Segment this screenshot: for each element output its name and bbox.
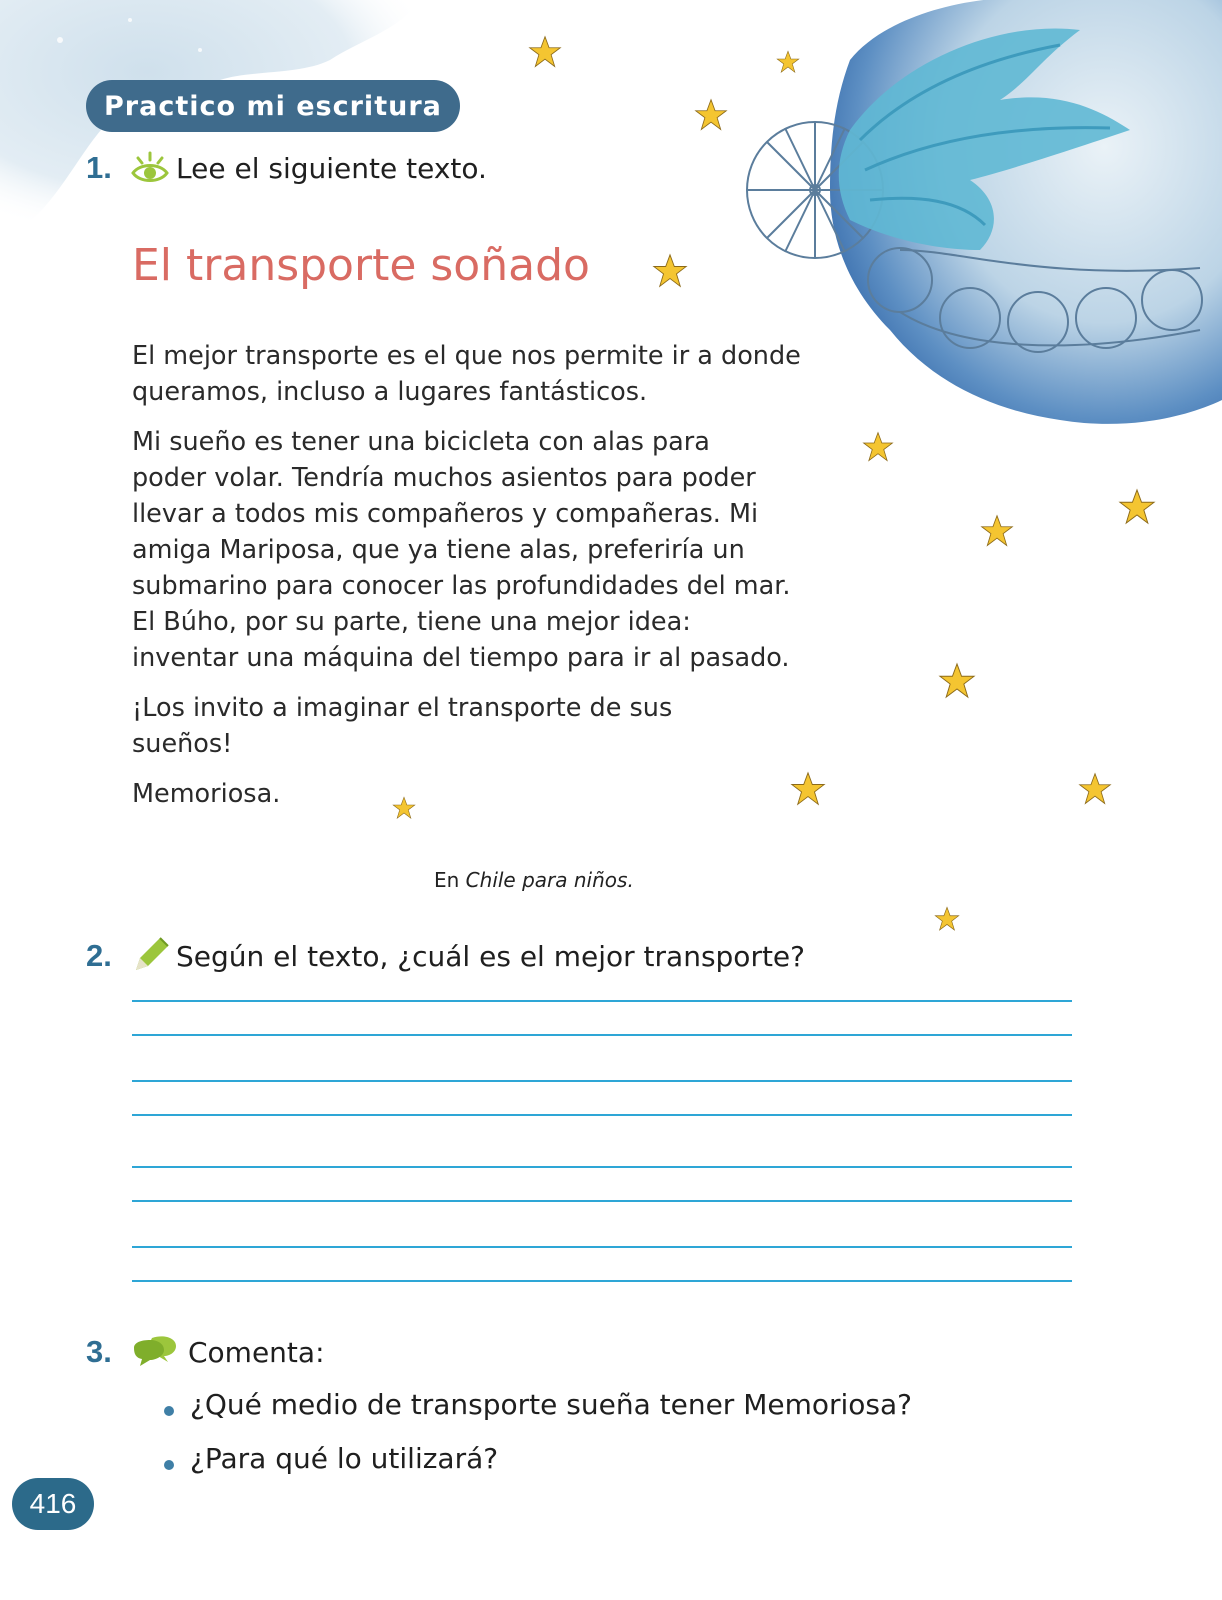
- star-icon: [938, 662, 976, 700]
- eye-icon: [130, 150, 170, 186]
- story-paragraph: Mi sueño es tener una bicicleta con alas para poder volar. Tendría muchos asientos para poder llevar a todos mis compañeros y compañeras. Mi amiga Mariposa, que ya tiene alas, preferiría un submarino para conocer las profundidades del mar. El Búho, por su parte, tiene una mejor idea: inventar una máquina del tiempo para ir al pasado.: [132, 427, 791, 673]
- star-icon: [980, 514, 1014, 548]
- star-icon: [934, 906, 960, 932]
- star-icon: [1118, 488, 1156, 526]
- story-source: [434, 868, 634, 892]
- answer-line: [132, 1246, 1072, 1248]
- answer-line: [132, 1034, 1072, 1036]
- question-text: Lee el siguiente texto.: [176, 152, 487, 185]
- page-number: 416: [12, 1478, 94, 1530]
- answer-line: [132, 1166, 1072, 1168]
- comment-list: [162, 1388, 912, 1496]
- answer-area[interactable]: [132, 1000, 1072, 1290]
- section-badge: Practico mi escritura: [86, 80, 460, 132]
- story-body: [132, 338, 812, 826]
- star-icon: [652, 252, 688, 290]
- question-number: 3.: [86, 1334, 112, 1369]
- answer-line: [132, 1280, 1072, 1282]
- star-icon: [862, 430, 894, 464]
- star-icon: [528, 32, 562, 72]
- list-item: ¿Qué medio de transporte sueña tener Memoriosa?: [162, 1388, 912, 1442]
- source-title: Chile para niños.: [465, 868, 634, 892]
- answer-line: [132, 1114, 1072, 1116]
- story-paragraph: ¡Los invito a imaginar el transporte de sus sueños!: [132, 693, 673, 759]
- question-number: 1.: [86, 150, 112, 185]
- story-paragraph: El mejor transporte es el que nos permite ir a donde queramos, incluso a lugares fantásticos.: [132, 341, 801, 407]
- answer-line: [132, 1200, 1072, 1202]
- answer-line: [132, 1080, 1072, 1082]
- question-number: 2.: [86, 938, 112, 973]
- list-item: ¿Para qué lo utilizará?: [162, 1442, 912, 1496]
- source-prefix: En: [434, 868, 466, 892]
- star-icon: [1076, 772, 1114, 806]
- star-icon: [694, 98, 728, 132]
- pencil-icon: [130, 934, 172, 976]
- question-text: Comenta:: [188, 1336, 325, 1369]
- question-text: Según el texto, ¿cuál es el mejor transporte?: [176, 940, 806, 973]
- star-icon: [776, 50, 800, 74]
- speech-bubbles-icon: [130, 1332, 180, 1370]
- story-title: El transporte soñado: [132, 240, 590, 291]
- story-signature: Memoriosa.: [132, 779, 281, 809]
- answer-line: [132, 1000, 1072, 1002]
- winged-bicycle-illustration: [740, 0, 1222, 450]
